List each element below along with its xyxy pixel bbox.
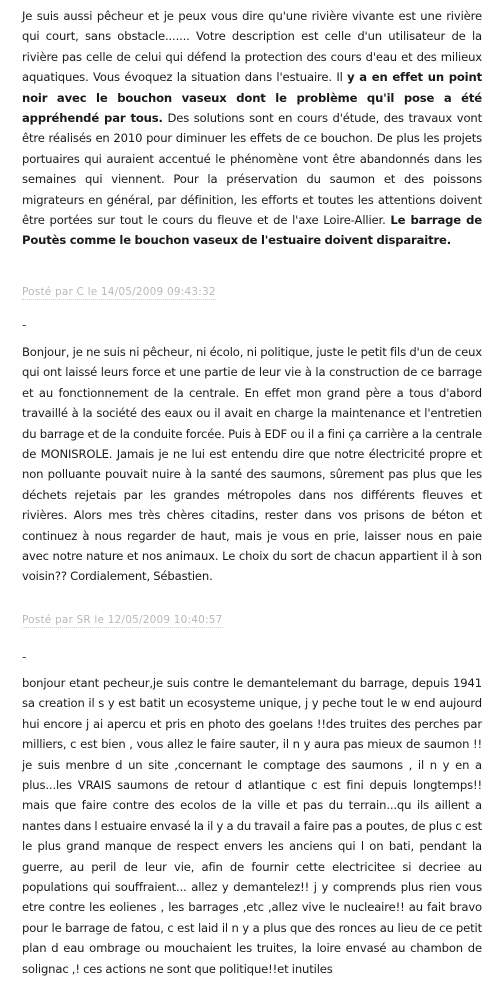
comment-2 — [22, 342, 482, 587]
comment-1-text-part-2: Des solutions sont en cours d'étude, des travaux vont être réalisés en 2010 pour diminuer les effets de ce bouchon. De plus les projets portuaires qui auraient accentué le phénomène vont être abandonnés dans les semaines qui viennent. Pour la préservation du saumon et des poissons migrateurs en général, par définition, les efforts et toutes les attentions doivent être portées sur tout le cours du fleuve et de l'axe Loire-Allier. — [22, 111, 482, 228]
comment-1-text-part-1: Je suis aussi pêcheur et je peux vous dire qu'une rivière vivante est une rivière qui court, sans obstacle....... Votre description est celle d'un utilisateur de la rivière pas celle de celui qui défend la protection des cours d'eau et des milieux aquatiques. Vous évoquez la situation dans l'estuaire. Il — [22, 9, 482, 85]
comment-3-body — [22, 673, 482, 979]
comment-2-body — [22, 342, 482, 587]
comment-1-bold-part-1: y a en effet un point noir avec le bouchon vaseux dont le problème qu'il pose a été appréhendé par tous. — [22, 70, 482, 126]
comment-2-meta: Posté par SR le 12/05/2009 10:40:57 — [22, 614, 223, 626]
comment-3 — [22, 673, 482, 979]
comment-2-text: Bonjour, je ne suis ni pêcheur, ni écolo, ni politique, juste le petit fils d'un de ceux qui ont laissé leurs force et une partie de leur vie à la construction de ce barrage et au fonctionnement de la centrale. En effet mon grand père a tous d'abord travaillé à la société des eaux ou il avait en charge la maintenance et l'entretien du barrage et de la conduite forcée. Puis à EDF ou il a fini ça carrière a la centrale de MONISROLE. Jamais je ne lui est entendu dire que notre électricité propre et non polluante pouvait nuire à la santé des saumons, sûrement pas plus que les déchets rejetais par les grandes métropoles dans nos différents fleuves et rivières. Alors mes très chères citadins, rester dans vos prisons de béton et continuez à nous regarder de haut, mais je vous en prie, laisser nous en paie avec notre nature et nos animaux. Le choix du sort de chacun appartient il à son voisin?? Cordialement, Sébastien. — [22, 345, 482, 584]
comment-3-separator-dash: - — [22, 650, 27, 664]
comment-1-meta: Posté par C le 14/05/2009 09:43:32 — [22, 286, 216, 298]
comment-1 — [22, 6, 482, 251]
comment-2-separator-dash: - — [22, 318, 27, 332]
comment-3-text: bonjour etant pecheur,je suis contre le demantelemant du barrage, depuis 1941 sa creation il s y est batit un ecosysteme unique, j y peche tout le w end aujourd hui encore j ai apercu et pris en photo des goelans !!des truites des perches par milliers, c est bien , vous allez le faire sauter, il n y aura pas mieux de saumon !! je suis menbre d un site ,concernant le comptage des saumons , il n y en a plus...les VRAIS saumons de retour d atlantique c est fini depuis longtemps!! mais que faire contre des ecolos de la ville et pas du terrain...qu ils aillent a nantes dans l estuaire envasé la il y a du travail a faire pas a poutes, de plus c est le plus grand manque de respect envers les anciens qui l on bati, pendant la guerre, au peril de leur vie, afin de fournir cette electricitee si decriee au populations qui souffraient... allez y demantelez!! j y comprends plus rien vous etre contre les eolienes , les barrages ,etc ,allez vive le nucleaire!! au fait bravo pour le barrage de fatou, c est laid il n y a plus que des ronces au lieu de ce petit plan d eau ombrage ou mouchaient les truites, la loire envasé au chambon de solignac ,! ces actions ne sont que politique!!et inutiles — [22, 676, 482, 976]
comment-1-body — [22, 6, 482, 251]
comment-1-bold-part-2: Le barrage de Poutès comme le bouchon vaseux de l'estuaire doivent disparaitre. — [22, 213, 483, 248]
